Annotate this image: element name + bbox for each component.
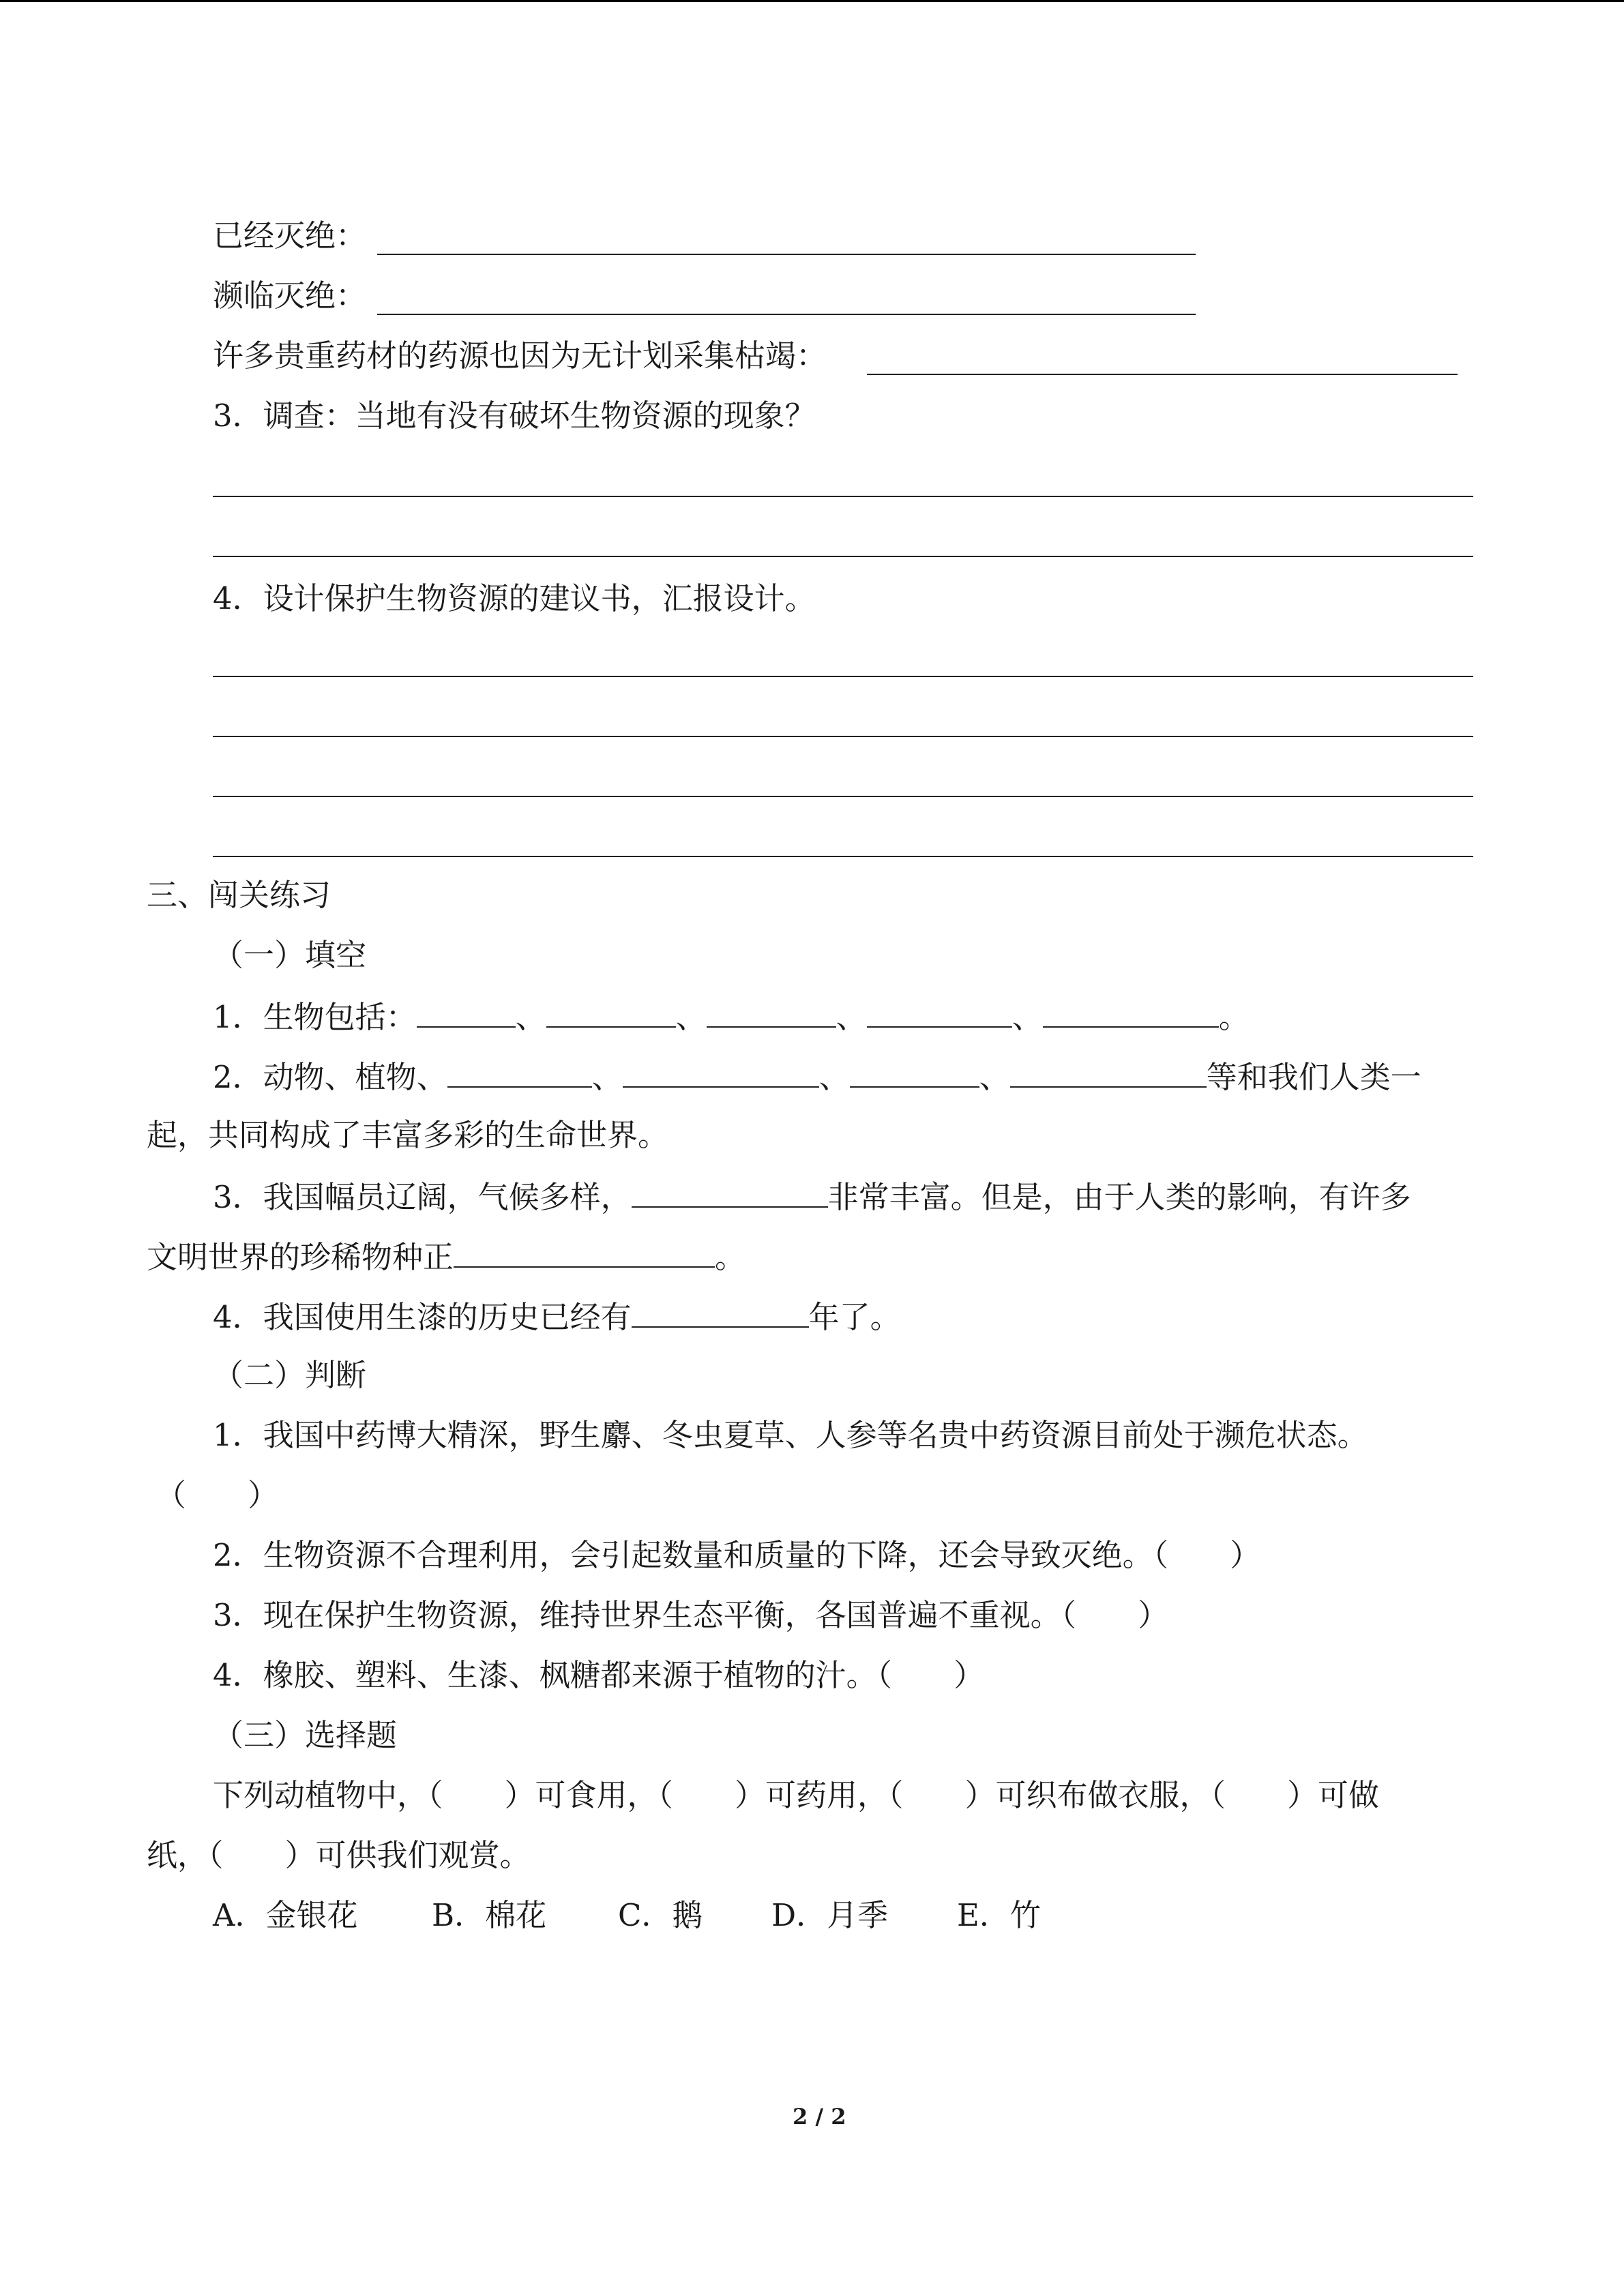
q4-answer-line-2[interactable] [213,736,1473,737]
fill-question-2 [213,1056,1421,1097]
q3-answer-line-2[interactable] [213,556,1473,557]
fill-q1-prefix: 1．生物包括： [213,999,417,1035]
separator: 、 [836,999,867,1035]
fill-heading: （一）填空 [213,937,367,973]
choice-question-line-2: 纸，（ ）可供我们观赏。 [147,1837,531,1873]
q4-answer-line-1[interactable] [213,676,1473,677]
fill-q2-blank-3[interactable] [850,1056,979,1088]
separator: 、 [979,1059,1010,1095]
choice-option-b[interactable]: B．棉花 [432,1897,547,1933]
choice-option-d[interactable]: D．月季 [771,1897,889,1933]
choice-question-line-1: 下列动植物中，（ ）可食用，（ ）可药用，（ ）可织布做衣服，（ ）可做 [213,1777,1380,1813]
q3-answer-line-1[interactable] [213,496,1473,497]
separator: 、 [591,1059,623,1095]
fill-q3-blank-1[interactable] [632,1176,828,1208]
fill-question-2-continued: 起，共同构成了丰富多彩的生命世界。 [147,1117,669,1153]
fill-q2-prefix: 2．动物、植物、 [213,1059,447,1095]
fill-q2-blank-1[interactable] [447,1056,592,1088]
judge-q1-answer-paren[interactable]: （ ） [156,1477,279,1513]
judge-question-1: 1．我国中药博大精深，野生麝、冬虫夏草、人参等名贵中药资源目前处于濒危状态。 [213,1417,1368,1453]
fill-q4-prefix: 4．我国使用生漆的历史已经有 [213,1299,632,1335]
extinct-label: 已经灭绝： [213,218,367,254]
fill-question-1 [213,996,1250,1037]
judge-heading: （二）判断 [213,1357,367,1393]
fill-q4-suffix: 年了。 [808,1299,901,1335]
fill-q1-blank-4[interactable] [867,996,1012,1028]
period: 。 [715,1239,746,1275]
fill-q3-line2-prefix: 文明世界的珍稀物种正 [147,1239,454,1275]
fill-q3-blank-2[interactable] [454,1236,715,1268]
medicine-answer-line[interactable] [867,374,1458,375]
judge-question-2: 2．生物资源不合理利用，会引起数量和质量的下降，还会导致灭绝。（ ） [213,1537,1261,1573]
q4-answer-line-4[interactable] [213,856,1473,857]
fill-q1-blank-2[interactable] [546,996,676,1028]
page-number: 2 / 2 [793,2104,846,2130]
extinct-answer-line[interactable] [377,254,1196,255]
choice-option-e[interactable]: E．竹 [957,1897,1041,1933]
separator: 、 [675,999,707,1035]
fill-q2-blank-2[interactable] [623,1056,819,1088]
fill-q3-prefix: 3．我国幅员辽阔，气候多样， [213,1179,632,1215]
separator: 、 [818,1059,850,1095]
fill-q3-suffix: 非常丰富。但是，由于人类的影响，有许多 [827,1179,1411,1215]
fill-q1-blank-1[interactable] [417,996,516,1028]
survey-question-3: 3．调查：当地有没有破坏生物资源的现象？ [213,398,816,434]
page-top-border [0,0,1624,2]
fill-question-3 [213,1176,1411,1217]
fill-q1-blank-5[interactable] [1043,996,1219,1028]
endangered-label: 濒临灭绝： [213,278,367,314]
fill-question-4 [213,1296,901,1337]
fill-q2-blank-4[interactable] [1010,1056,1207,1088]
survey-question-4: 4．设计保护生物资源的建议书，汇报设计。 [213,580,816,616]
separator: 、 [1012,999,1043,1035]
endangered-answer-line[interactable] [377,314,1196,315]
fill-question-3-continued [147,1236,745,1277]
q4-answer-line-3[interactable] [213,796,1473,797]
judge-question-3: 3．现在保护生物资源，维持世界生态平衡，各国普遍不重视。（ ） [213,1597,1169,1633]
choice-heading: （三）选择题 [213,1717,398,1753]
period: 。 [1218,999,1250,1035]
fill-q4-blank[interactable] [632,1296,809,1328]
fill-q1-blank-3[interactable] [707,996,836,1028]
judge-question-4: 4．橡胶、塑料、生漆、枫糖都来源于植物的汁。（ ） [213,1657,985,1693]
choice-option-a[interactable]: A．金银花 [213,1897,358,1933]
medicine-label: 许多贵重药材的药源也因为无计划采集枯竭： [213,338,827,374]
separator: 、 [515,999,546,1035]
section-3-title: 三、闯关练习 [147,877,331,913]
choice-option-c[interactable]: C．鹅 [618,1897,703,1933]
fill-q2-suffix: 等和我们人类一 [1206,1059,1421,1095]
